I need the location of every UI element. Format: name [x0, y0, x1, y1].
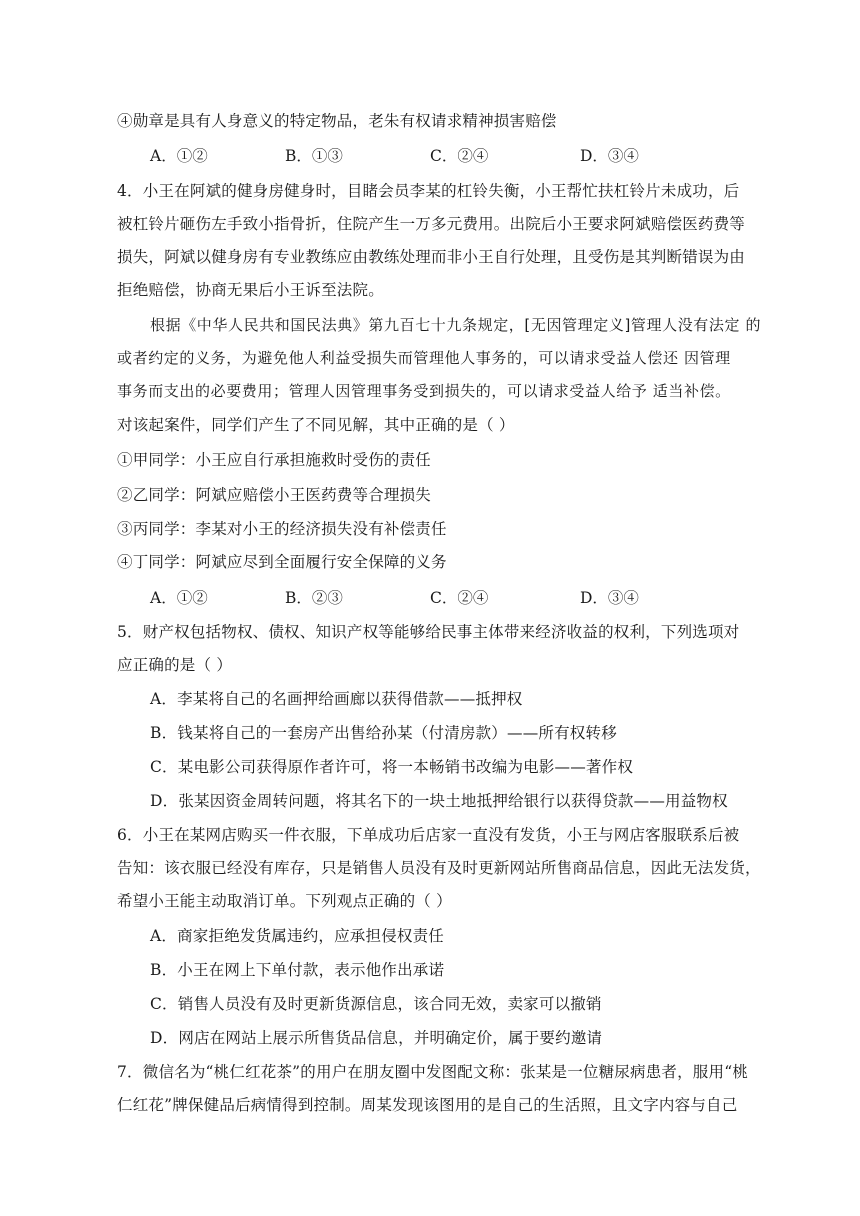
q4-stem-line-3: 损失，阿斌以健身房有专业教练应由教练处理而非小王自行处理，且受伤是其判断错误为由 [117, 248, 746, 266]
q4-stem-line-1: 4．小王在阿斌的健身房健身时，目睹会员李某的杠铃失衡，小王帮忙扶杠铃片未成功，后 [117, 182, 740, 200]
q4-item-3: ③丙同学：李某对小王的经济损失没有补偿责任 [117, 520, 447, 538]
option-b: B．①③ [285, 147, 343, 165]
q4-law-line-3: 事务而支出的必要费用；管理人因管理事务受到损失的，可以请求受益人给予 适当补偿。 [117, 382, 731, 400]
q4-law-line-1: 根据《中华人民共和国民法典》第九百七十九条规定，[无因管理定义]管理人没有法定 的 [150, 316, 762, 334]
q5-option-b: B．钱某将自己的一套房产出售给孙某（付清房款）——所有权转移 [150, 724, 617, 742]
q4-item-2: ②乙同学：阿斌应赔偿小王医药费等合理损失 [117, 486, 432, 504]
option-c: C．②④ [430, 589, 489, 607]
option-d: D．③④ [580, 589, 639, 607]
q5-option-a: A．李某将自己的名画押给画廊以获得借款——抵押权 [150, 690, 523, 708]
q5-stem-line-1: 5．财产权包括物权、债权、知识产权等能够给民事主体带来经济收益的权利，下列选项对 [117, 623, 740, 641]
q4-item-4: ④丁同学：阿斌应尽到全面履行安全保障的义务 [117, 553, 447, 571]
option-d: D．③④ [580, 147, 639, 165]
option-a: A．①② [150, 589, 208, 607]
q7-stem-line-2: 仁红花”牌保健品后病情得到控制。周某发现该图用的是自己的生活照，且文字内容与自己 [117, 1096, 738, 1114]
q6-stem-line-3: 希望小王能主动取消订单。下列观点正确的（ ） [117, 892, 452, 910]
q7-stem-line-1: 7．微信名为“桃仁红花茶”的用户在朋友圈中发图配文称：张某是一位糖尿病患者，服用“桃 [117, 1063, 749, 1081]
q4-question: 对该起案件，同学们产生了不同见解，其中正确的是（ ） [117, 416, 515, 434]
q4-law-line-2: 或者约定的义务，为避免他人利益受损失而管理他人事务的，可以请求受益人偿还 因管理 [117, 349, 731, 367]
option-a: A．①② [150, 147, 208, 165]
q6-option-d: D．网店在网站上展示所售货品信息，并明确定价，属于要约邀请 [150, 1029, 603, 1047]
q6-stem-line-2: 告知：该衣服已经没有库存，只是销售人员没有及时更新网站所售商品信息，因此无法发货， [117, 859, 761, 877]
option-c: C．②④ [430, 147, 489, 165]
q6-stem-line-1: 6．小王在某网店购买一件衣服，下单成功后店家一直没有发货，小王与网店客服联系后被 [117, 826, 740, 844]
q6-option-a: A．商家拒绝发货属违约，应承担侵权责任 [150, 927, 444, 945]
q4-stem-line-4: 拒绝赔偿，协商无果后小王诉至法院。 [117, 281, 384, 299]
option-b: B．②③ [285, 589, 343, 607]
prev-question-item-4: ④勋章是具有人身意义的特定物品，老朱有权请求精神损害赔偿 [117, 112, 557, 130]
q5-option-c: C．某电影公司获得原作者许可，将一本畅销书改编为电影——著作权 [150, 758, 634, 776]
q5-option-d: D．张某因资金周转问题，将其名下的一块土地抵押给银行以获得贷款——用益物权 [150, 792, 728, 810]
q6-option-c: C．销售人员没有及时更新货源信息，该合同无效，卖家可以撤销 [150, 995, 602, 1013]
q4-item-1: ①甲同学：小王应自行承担施救时受伤的责任 [117, 451, 432, 469]
q6-option-b: B．小王在网上下单付款，表示他作出承诺 [150, 961, 445, 979]
q4-stem-line-2: 被杠铃片砸伤左手致小指骨折，住院产生一万多元费用。出院后小王要求阿斌赔偿医药费等 [117, 215, 746, 233]
q5-stem-line-2: 应正确的是（ ） [117, 656, 233, 674]
